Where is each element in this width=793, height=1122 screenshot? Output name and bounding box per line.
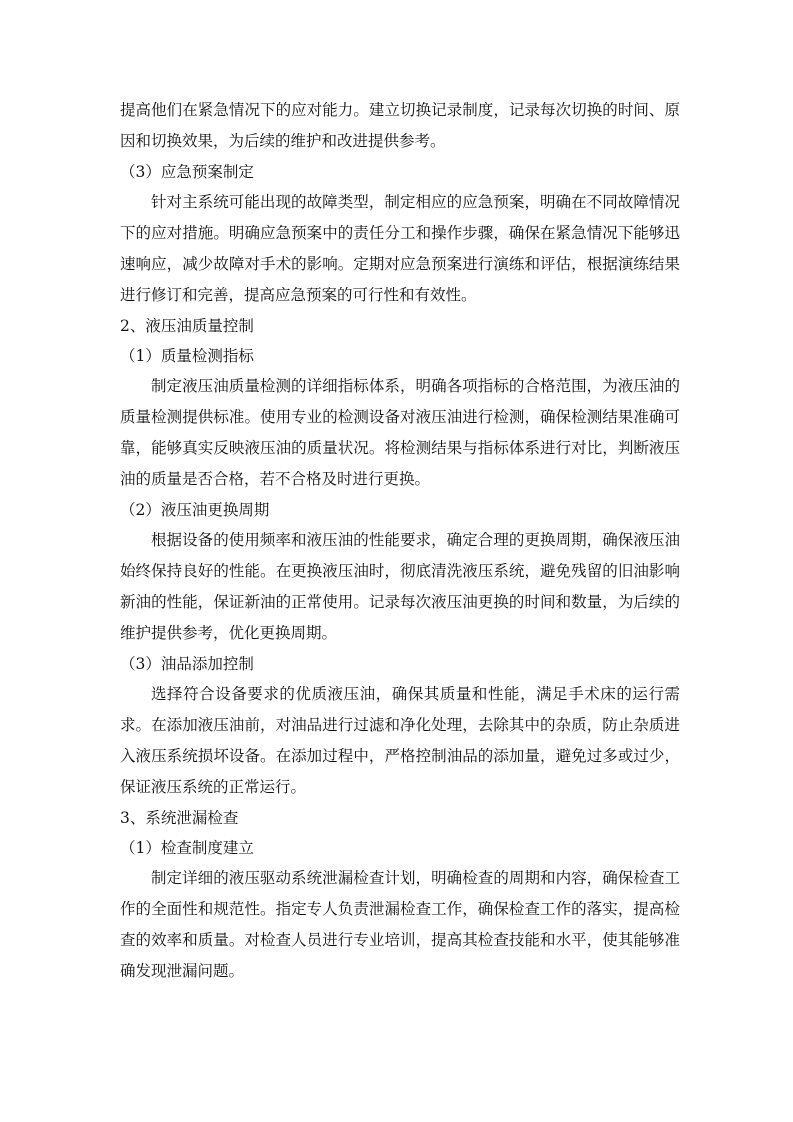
subheading-inspection-system: （1）检查制度建立: [120, 839, 254, 857]
paragraph-quality-indicators: 制定液压油质量检测的详细指标体系，明确各项指标的合格范围，为液压油的质量检测提供标准。使用专业的检测设备对液压油进行检测，确保检测结果准确可靠，能够真实反映液压油的质量状况。将检测结果与指标体系进行对比，判断液压油的质量是否合格，若不合格及时进行更换。: [120, 377, 680, 488]
paragraph-inspection-system: 制定详细的液压驱动系统泄漏检查计划，明确检查的周期和内容，确保检查工作的全面性和规范性。指定专人负责泄漏检查工作，确保检查工作的落实，提高检查的效率和质量。对检查人员进行专业培训，提高其检查技能和水平，使其能够准确发现泄漏问题。: [120, 869, 680, 980]
intro-paragraph: 提高他们在紧急情况下的应对能力。建立切换记录制度，记录每次切换的时间、原因和切换效果，为后续的维护和改进提供参考。: [120, 101, 680, 150]
paragraph-oil-addition-control: 选择符合设备要求的优质液压油，确保其质量和性能，满足手术床的运行需求。在添加液压油前，对油品进行过滤和净化处理，去除其中的杂质，防止杂质进入液压系统损坏设备。在添加过程中，严格控制油品的添加量，避免过多或过少，保证液压系统的正常运行。: [120, 685, 680, 796]
document-content: [120, 95, 680, 987]
section-heading-hydraulic-oil-quality: 2、液压油质量控制: [120, 317, 254, 335]
subheading-oil-addition-control: （3）油品添加控制: [120, 655, 254, 673]
paragraph-emergency-plan: 针对主系统可能出现的故障类型，制定相应的应急预案，明确在不同故障情况下的应对措施。明确应急预案中的责任分工和操作步骤，确保在紧急情况下能够迅速响应，减少故障对手术的影响。定期对应急预案进行演练和评估，根据演练结果进行修订和完善，提高应急预案的可行性和有效性。: [120, 193, 680, 304]
subheading-oil-replacement-cycle: （2）液压油更换周期: [120, 501, 270, 519]
section-heading-leak-inspection: 3、系统泄漏检查: [120, 809, 239, 827]
paragraph-oil-replacement-cycle: 根据设备的使用频率和液压油的性能要求，确定合理的更换周期，确保液压油始终保持良好的性能。在更换液压油时，彻底清洗液压系统，避免残留的旧油影响新油的性能，保证新油的正常使用。记录每次液压油更换的时间和数量，为后续的维护提供参考，优化更换周期。: [120, 531, 680, 642]
subheading-quality-indicators: （1）质量检测指标: [120, 347, 254, 365]
subheading-emergency-plan: （3）应急预案制定: [120, 163, 254, 181]
